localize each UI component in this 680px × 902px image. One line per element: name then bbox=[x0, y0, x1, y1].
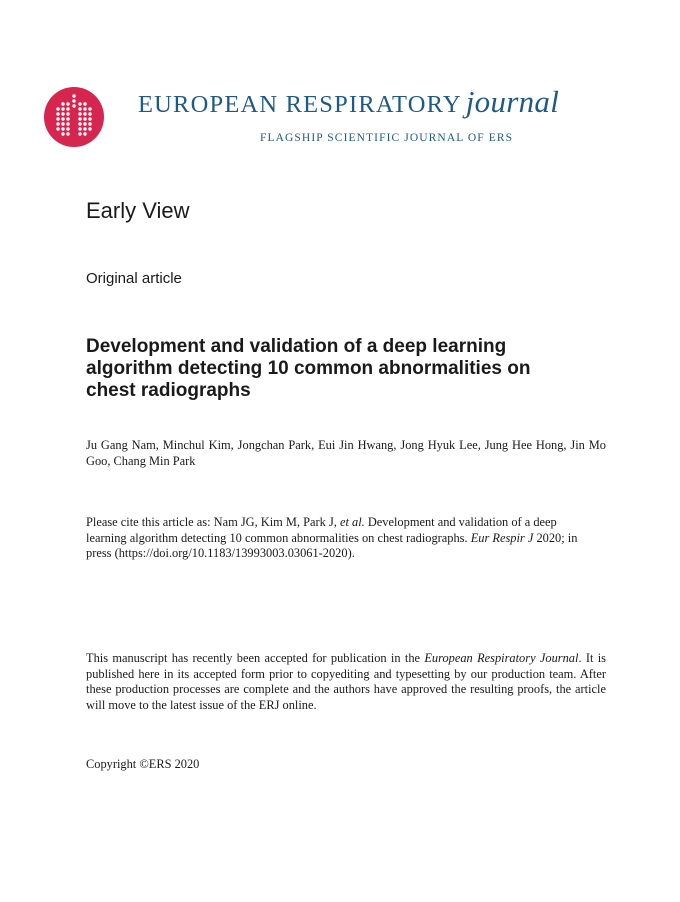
early-view-label: Early View bbox=[86, 198, 190, 223]
citation-suffix: 2020; in press (https://doi.org/10.1183/13993003.03061-2020). bbox=[86, 530, 578, 560]
article-type: Original article bbox=[86, 270, 182, 287]
notice-prefix: This manuscript has recently been accepted for publication in the bbox=[86, 651, 425, 665]
journal-tagline: FLAGSHIP SCIENTIFIC JOURNAL OF ERS bbox=[260, 132, 514, 144]
journal-name: EUROPEAN RESPIRATORY bbox=[138, 91, 462, 118]
citation-et-al: et al. bbox=[339, 515, 365, 529]
citation-journal: Eur Respir J bbox=[470, 530, 534, 545]
notice-suffix: . It is published here in its accepted form prior to copyediting and typesetting by our production team. After these production processes are complete and the authors have approved the resulting proofs, the article will move to the latest issue of the ERJ online. bbox=[86, 651, 606, 712]
notice-journal: European Respiratory Journal bbox=[424, 651, 579, 665]
publication-notice bbox=[86, 651, 606, 713]
journal-masthead bbox=[138, 84, 658, 144]
citation-middle: Development and validation of a deep learning algorithm detecting 10 common abnormalities on chest radiographs. bbox=[86, 515, 557, 545]
citation-prefix: Please cite this article as: Nam JG, Kim M, Park J, bbox=[86, 515, 340, 529]
copyright-notice: Copyright ©ERS 2020 bbox=[86, 757, 200, 771]
journal-name-italic: journal bbox=[465, 84, 560, 119]
citation bbox=[86, 515, 586, 562]
author-list: Ju Gang Nam, Minchul Kim, Jongchan Park, Eui Jin Hwang, Jong Hyuk Lee, Jung Hee Hong, Jin Mo Goo, Chang Min Park bbox=[86, 438, 606, 468]
ers-lungs-logo-icon bbox=[44, 87, 104, 147]
paper-title: Development and validation of a deep learning algorithm detecting 10 common abnormalities on chest radiographs bbox=[86, 336, 531, 401]
